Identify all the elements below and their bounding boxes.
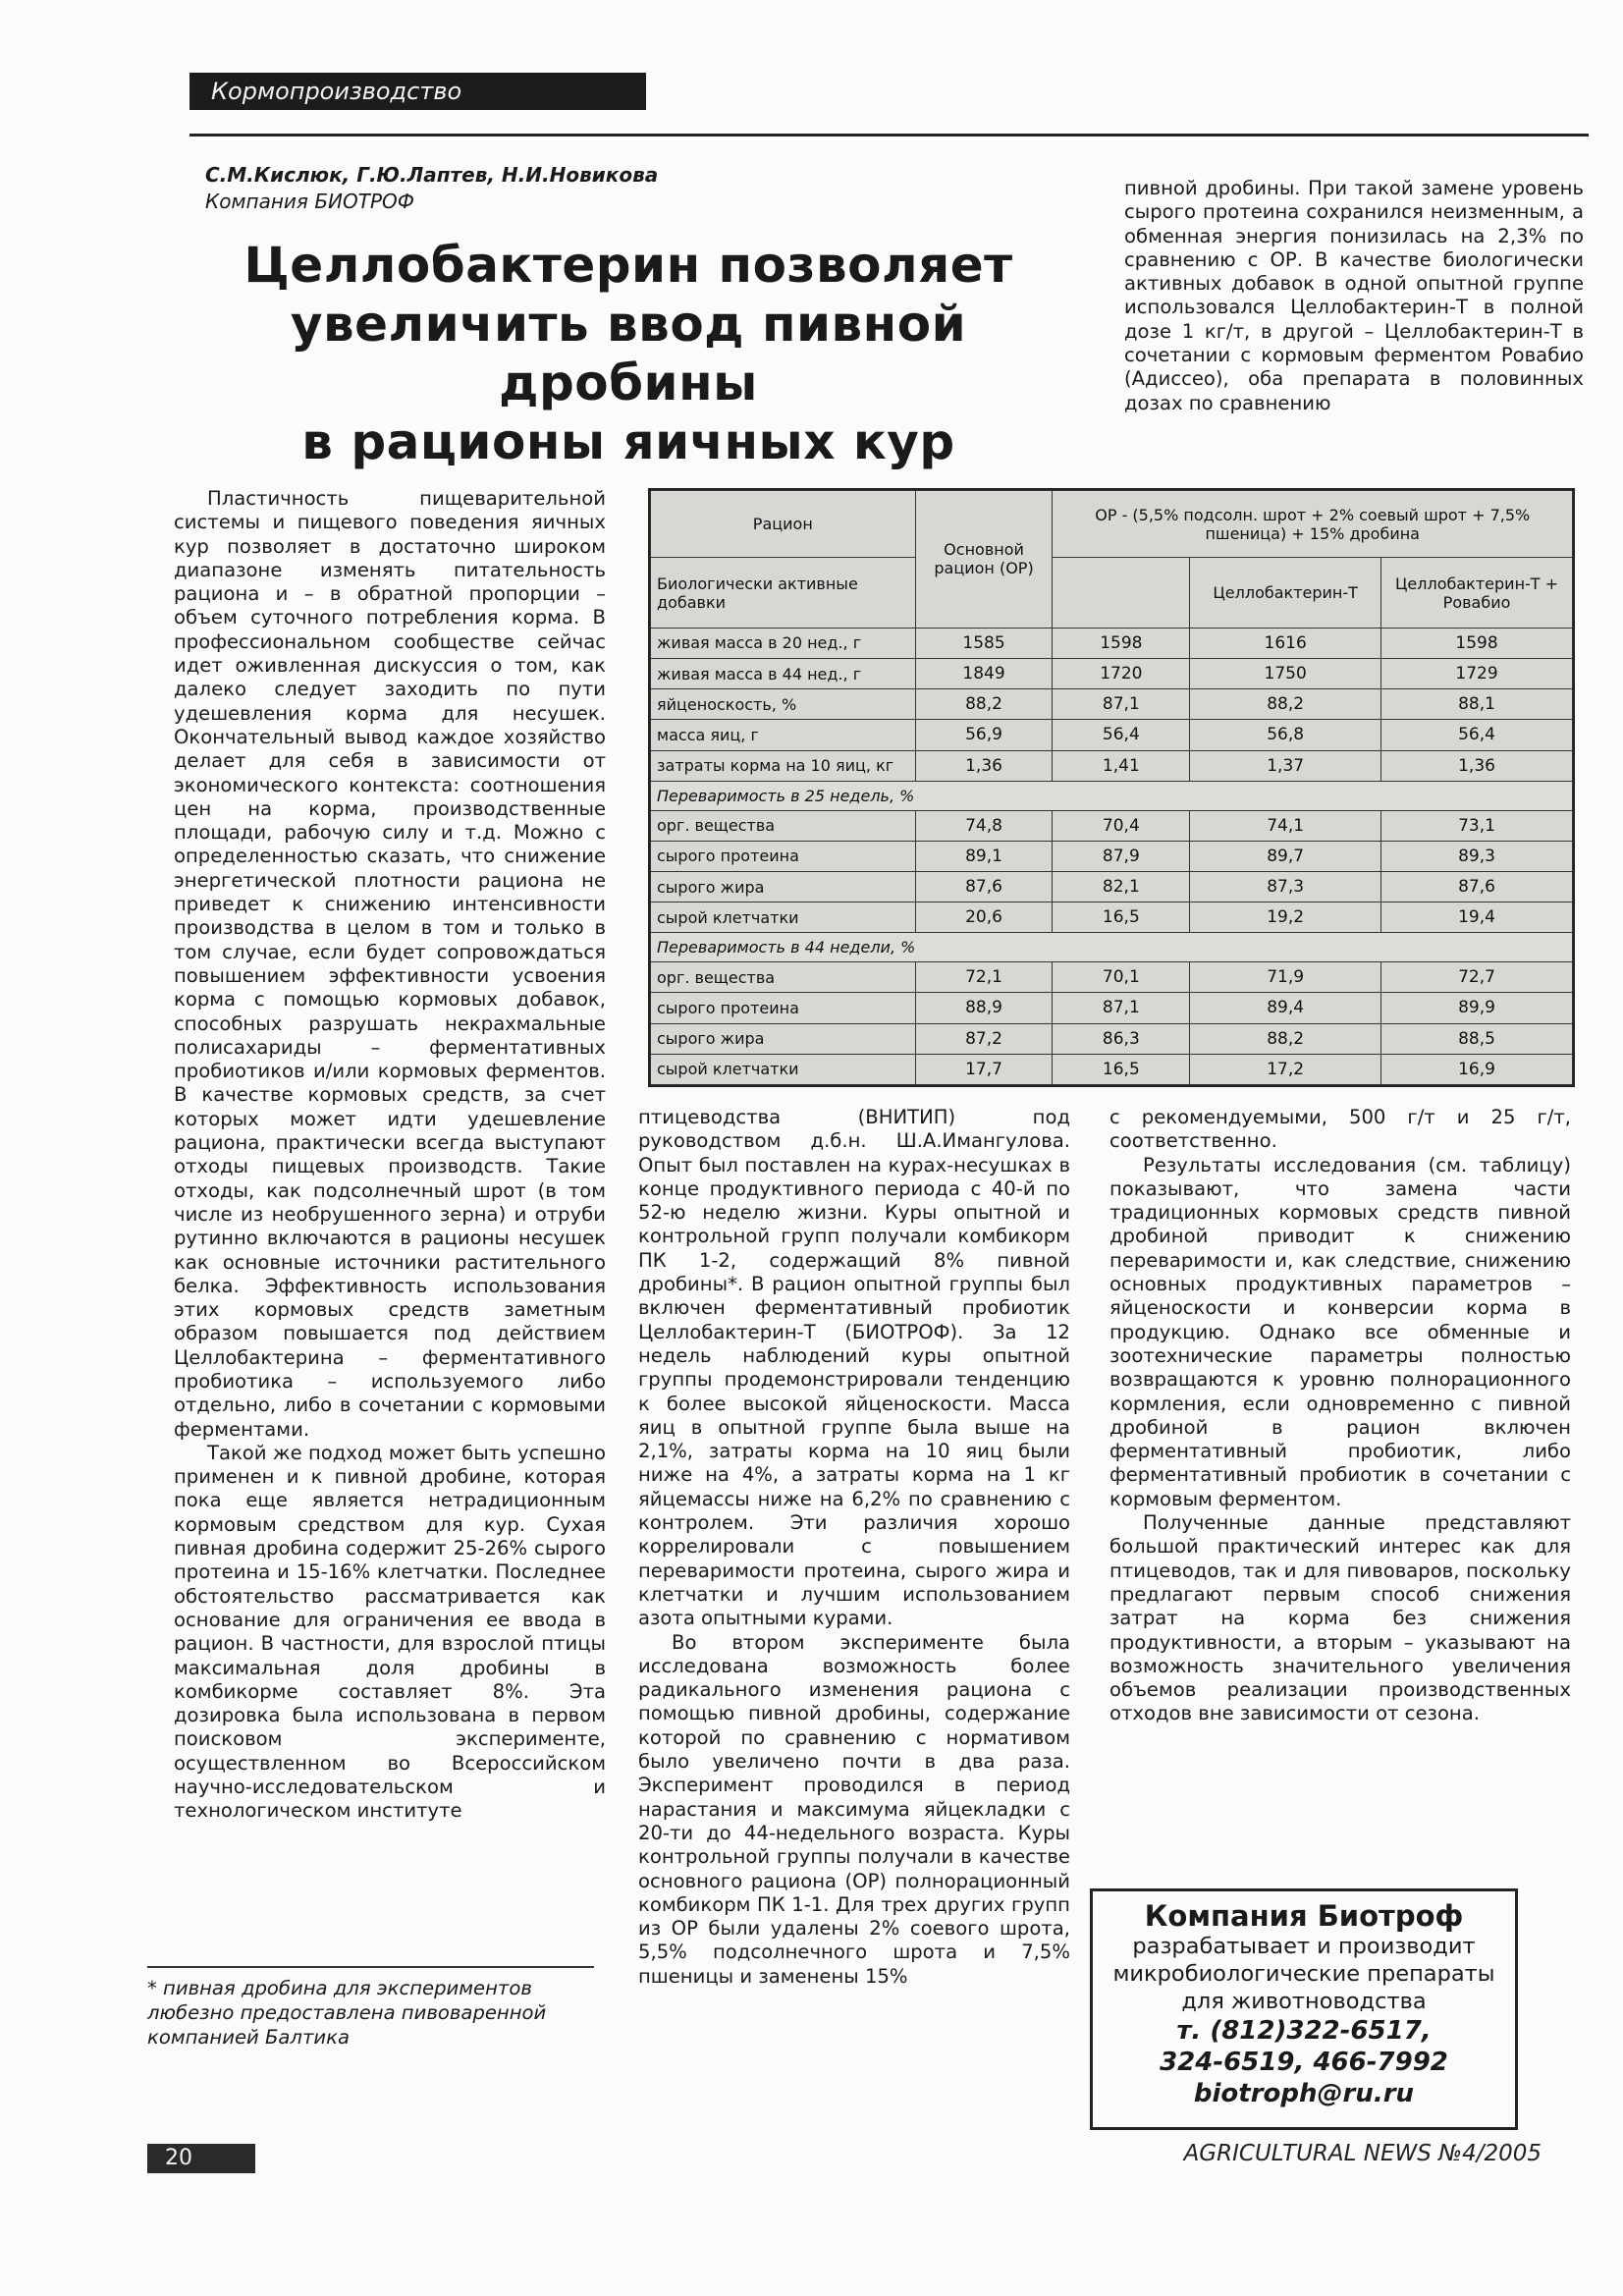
row-label: сырой клетчатки <box>651 902 916 933</box>
table-cell: 16,5 <box>1053 902 1190 933</box>
header-none <box>1053 558 1190 628</box>
table-cell: 74,1 <box>1190 810 1381 841</box>
table-cell: 1720 <box>1053 658 1190 688</box>
table-cell: 1849 <box>915 658 1053 688</box>
row-label: яйценоскость, % <box>651 689 916 720</box>
paragraph: Полученные данные представляют большой практический интерес как для птицеводов, так и для пивоваров, поскольку предлагают первым способ снижения затрат на корма без снижения продуктивности, а вторым – указывают на возможность значительного увеличения объемов реализации производственных отходов вне зависимости от сезона. <box>1109 1511 1571 1725</box>
title-line-3: в рационы яичных кур <box>301 413 955 470</box>
table-row <box>651 841 1573 871</box>
table-cell: 1598 <box>1053 628 1190 658</box>
table-cell: 19,4 <box>1381 902 1573 933</box>
table-cell: 1750 <box>1190 658 1381 688</box>
title-line-2: увеличить ввод пивной дробины <box>290 296 967 411</box>
table-row <box>651 993 1573 1023</box>
article-company: Компания БИОТРОФ <box>205 190 414 213</box>
table-cell: 56,9 <box>915 720 1053 750</box>
table-cell: 19,2 <box>1190 902 1381 933</box>
table-row <box>651 1054 1573 1084</box>
table-row <box>651 720 1573 750</box>
table-cell: 1598 <box>1381 628 1573 658</box>
column-2 <box>638 1106 1070 1989</box>
row-label: сырого жира <box>651 1023 916 1054</box>
table-row <box>651 628 1573 658</box>
table-row <box>651 962 1573 993</box>
header-additives: Биологически активные добавки <box>651 558 916 628</box>
article-authors: С.М.Кислюк, Г.Ю.Лаптев, Н.И.Новикова <box>205 163 659 187</box>
journal-issue: AGRICULTURAL NEWS №4/2005 <box>1183 2141 1542 2166</box>
table-cell: 87,1 <box>1053 689 1190 720</box>
paragraph: с рекомендуемыми, 500 г/т и 25 г/т, соответственно. <box>1109 1106 1571 1153</box>
table-cell: 73,1 <box>1381 810 1573 841</box>
column-1 <box>174 487 606 1824</box>
row-label: сырой клетчатки <box>651 1054 916 1084</box>
table-cell: 82,1 <box>1053 871 1190 902</box>
table-row <box>651 810 1573 841</box>
row-label: сырого протеина <box>651 993 916 1023</box>
table-cell: 89,3 <box>1381 841 1573 871</box>
column-3-top <box>1124 177 1584 415</box>
table-cell: 1,36 <box>915 750 1053 781</box>
table-cell: 56,8 <box>1190 720 1381 750</box>
ad-phone: 324-6519, 466-7992 <box>1160 2048 1448 2077</box>
section-tag: Кормопроизводство <box>189 73 646 110</box>
table-cell: 72,7 <box>1381 962 1573 993</box>
article-title <box>157 236 1100 471</box>
table-row <box>651 871 1573 902</box>
table-cell: 87,1 <box>1053 993 1190 1023</box>
table-cell: 72,1 <box>915 962 1053 993</box>
paragraph: Во втором эксперименте была исследована возможность более радикального изменения рациона с помощью пивной дробины, содержание которой по сравнению с нормативом было увеличено почти в два раза. Эксперимент проводился в период нарастания и максимума яйцекладки с 20-ти до 44-недельного возраста. Куры контрольной группы получали в качестве основного рациона (ОР) полнорационный комбикорм ПК 1-1. Для трех других групп из ОР были удалены 2% соевого шрота, 5,5% подсолнечного шрота и 7,5% пшеницы и заменены 15% <box>638 1630 1070 1988</box>
table-cell: 17,2 <box>1190 1054 1381 1084</box>
table-cell: 16,5 <box>1053 1054 1190 1084</box>
row-label: сырого протеина <box>651 841 916 871</box>
table-cell: 74,8 <box>915 810 1053 841</box>
table-cell: 1,37 <box>1190 750 1381 781</box>
ad-phone: т. (812)322-6517, <box>1176 2016 1432 2046</box>
table-cell: 56,4 <box>1381 720 1573 750</box>
table-cell: 1,41 <box>1053 750 1190 781</box>
table-cell: 71,9 <box>1190 962 1381 993</box>
page-number: 20 <box>147 2144 255 2173</box>
advertisement-box <box>1090 1888 1518 2130</box>
ad-heading: Компания Биотроф <box>1144 1899 1464 1933</box>
table-cell: 1729 <box>1381 658 1573 688</box>
ad-line: разрабатывает и производит <box>1132 1934 1476 1959</box>
table-cell: 1616 <box>1190 628 1381 658</box>
header-cellobacterin: Целлобактерин-Т <box>1190 558 1381 628</box>
header-op-ration: ОР - (5,5% подсолн. шрот + 2% соевый шрот + 7,5% пшеница) + 15% дробина <box>1053 491 1573 558</box>
row-label: масса яиц, г <box>651 720 916 750</box>
table-cell: 87,9 <box>1053 841 1190 871</box>
table-cell: 70,1 <box>1053 962 1190 993</box>
table-cell: 87,6 <box>1381 871 1573 902</box>
paragraph: Такой же подход может быть успешно применен и к пивной дробине, которая пока еще является нетрадиционным кормовым средством для кур. Сухая пивная дробина содержит 25-26% сырого протеина и 15-16% клетчатки. Последнее обстоятельство рассматривается как основание для ограничения ее ввода в рацион. В частности, для взрослой птицы максимальная доля дробины в комбикорме составляет 8%. Эта дозировка была использована в первом поисковом эксперименте, осуществленном во Всероссийском научно-исследовательском и технологическом институте <box>174 1441 606 1823</box>
ad-email[interactable]: biotroph@ru.ru <box>1193 2079 1415 2108</box>
title-line-1: Целлобактерин позволяет <box>243 237 1013 294</box>
table-cell: 1585 <box>915 628 1053 658</box>
row-label: живая масса в 44 нед., г <box>651 658 916 688</box>
header-cellobacterin-rovabio: Целлобактерин-Т + Ровабио <box>1381 558 1573 628</box>
table-cell: 89,7 <box>1190 841 1381 871</box>
paragraph: Пластичность пищеварительной системы и пищевого поведения яичных кур позволяет в достаточно широком диапазоне изменять питательность рациона и – в обратной пропорции – объем суточного потребления корма. В профессиональном сообществе сейчас идет оживленная дискуссия о том, как далеко следует заходить по пути удешевления корма для несушек. Окончательный вывод каждое хозяйство делает для себя в зависимости от экономического контекста: соотношения цен на корма, производственные площади, рабочую силу и т.д. Можно с определенностью сказать, что снижение энергетической плотности рациона не приведет к снижению интенсивности производства в целом в том и только в том случае, если будет сопровождаться повышением эффективности усвоения корма с помощью кормовых добавок, способных разрушать некрахмальные полисахариды – ферментативных пробиотиков и/или кормовых ферментов. В качестве кормовых средств, за счет которых может идти удешевление рациона, практически всегда выступают отходы пищевых производств. Такие отходы, как подсолнечный шрот (в том числе из необрушенного зерна) и отруби рутинно включаются в рационы несушек как основные источники растительного белка. Эффективность использования этих кормовых средств заметным образом повышается под действием Целлобактерина – ферментативного пробиотика – используемого либо отдельно, либо в сочетании с кормовыми ферментами. <box>174 487 606 1441</box>
table-row <box>651 689 1573 720</box>
table-cell: 89,1 <box>915 841 1053 871</box>
table-cell: 88,2 <box>1190 1023 1381 1054</box>
table-cell: 88,9 <box>915 993 1053 1023</box>
ad-line: микробиологические препараты <box>1112 1961 1495 1987</box>
header-ration: Рацион <box>651 491 916 558</box>
table-cell: 88,5 <box>1381 1023 1573 1054</box>
table-cell: 88,2 <box>1190 689 1381 720</box>
table-cell: 16,9 <box>1381 1054 1573 1084</box>
footnote: * пивная дробина для экспериментов любезно предоставлена пивоваренной компанией Балтика <box>147 1977 547 2049</box>
table-cell: 17,7 <box>915 1054 1053 1084</box>
table-cell: 89,4 <box>1190 993 1381 1023</box>
header-rule <box>189 134 1589 137</box>
row-label: орг. вещества <box>651 810 916 841</box>
header-base-ration: Основной рацион (ОР) <box>915 491 1053 629</box>
paragraph: Результаты исследования (см. таблицу) показывают, что замена части традиционных кормовых средств пивной дробиной приводит к снижению переваримости и, как следствие, снижению основных продуктивных параметров – яйценоскости и конверсии корма в продукцию. Однако все обменные и зоотехнические параметры полностью возвращаются к уровню полнорационного кормления, если одновременно с пивной дробиной в рацион включен ферментативный пробиотик, либо ферментативный пробиотик в сочетании с кормовым ферментом. <box>1109 1153 1571 1510</box>
table-cell: 56,4 <box>1053 720 1190 750</box>
paragraph: пивной дробины. При такой замене уровень сырого протеина сохранился неизменным, а обменная энергия понизилась на 2,3% по сравнению с ОР. В качестве биологически активных добавок в одной опытной группе использовался Целлобактерин-Т в полной дозе 1 кг/т, в другой – Целлобактерин-Т в сочетании с кормовым ферментом Ровабио (Адиссео), оба препарата в половинных дозах по сравнению <box>1124 177 1584 414</box>
table-cell: 87,3 <box>1190 871 1381 902</box>
results-table <box>648 488 1575 1087</box>
table-cell: 87,2 <box>915 1023 1053 1054</box>
table-row <box>651 658 1573 688</box>
footnote-rule <box>147 1966 594 1968</box>
table-cell: 89,9 <box>1381 993 1573 1023</box>
row-label: орг. вещества <box>651 962 916 993</box>
group-digestibility-25: Переваримость в 25 недель, % <box>651 781 1573 810</box>
ad-line: для животноводства <box>1181 1989 1427 2014</box>
table-cell: 20,6 <box>915 902 1053 933</box>
table-row <box>651 750 1573 781</box>
row-label: сырого жира <box>651 871 916 902</box>
table-cell: 88,2 <box>915 689 1053 720</box>
row-label: затраты корма на 10 яиц, кг <box>651 750 916 781</box>
table-cell: 70,4 <box>1053 810 1190 841</box>
group-digestibility-44: Переваримость в 44 недели, % <box>651 933 1573 962</box>
paragraph: птицеводства (ВНИТИП) под руководством д.б.н. Ш.А.Имангулова. Опыт был поставлен на курах-несушках в конце продуктивного периода с 40-й по 52-ю неделю жизни. Куры опытной и контрольной групп получали комбикорм ПК 1-2, содержащий 8% пивной дробины*. В рацион опытной группы был включен ферментативный пробиотик Целлобактерин-Т (БИОТРОФ). За 12 недель наблюдений куры опытной группы продемонстрировали тенденцию к более высокой яйценоскости. Масса яиц в опытной группе была выше на 2,1%, затраты корма на 10 яиц были ниже на 4%, а затраты корма на 1 кг яйцемассы ниже на 6,2% по сравнению с контролем. Эти различия хорошо коррелировали с повышением переваримости протеина, сырого жира и клетчатки и лучшим использованием азота опытными курами. <box>638 1106 1070 1630</box>
table-row <box>651 902 1573 933</box>
table-cell: 87,6 <box>915 871 1053 902</box>
row-label: живая масса в 20 нед., г <box>651 628 916 658</box>
table-cell: 86,3 <box>1053 1023 1190 1054</box>
column-3 <box>1109 1106 1571 1726</box>
results-table-grid <box>650 490 1573 1085</box>
table-row <box>651 1023 1573 1054</box>
table-cell: 88,1 <box>1381 689 1573 720</box>
table-cell: 1,36 <box>1381 750 1573 781</box>
